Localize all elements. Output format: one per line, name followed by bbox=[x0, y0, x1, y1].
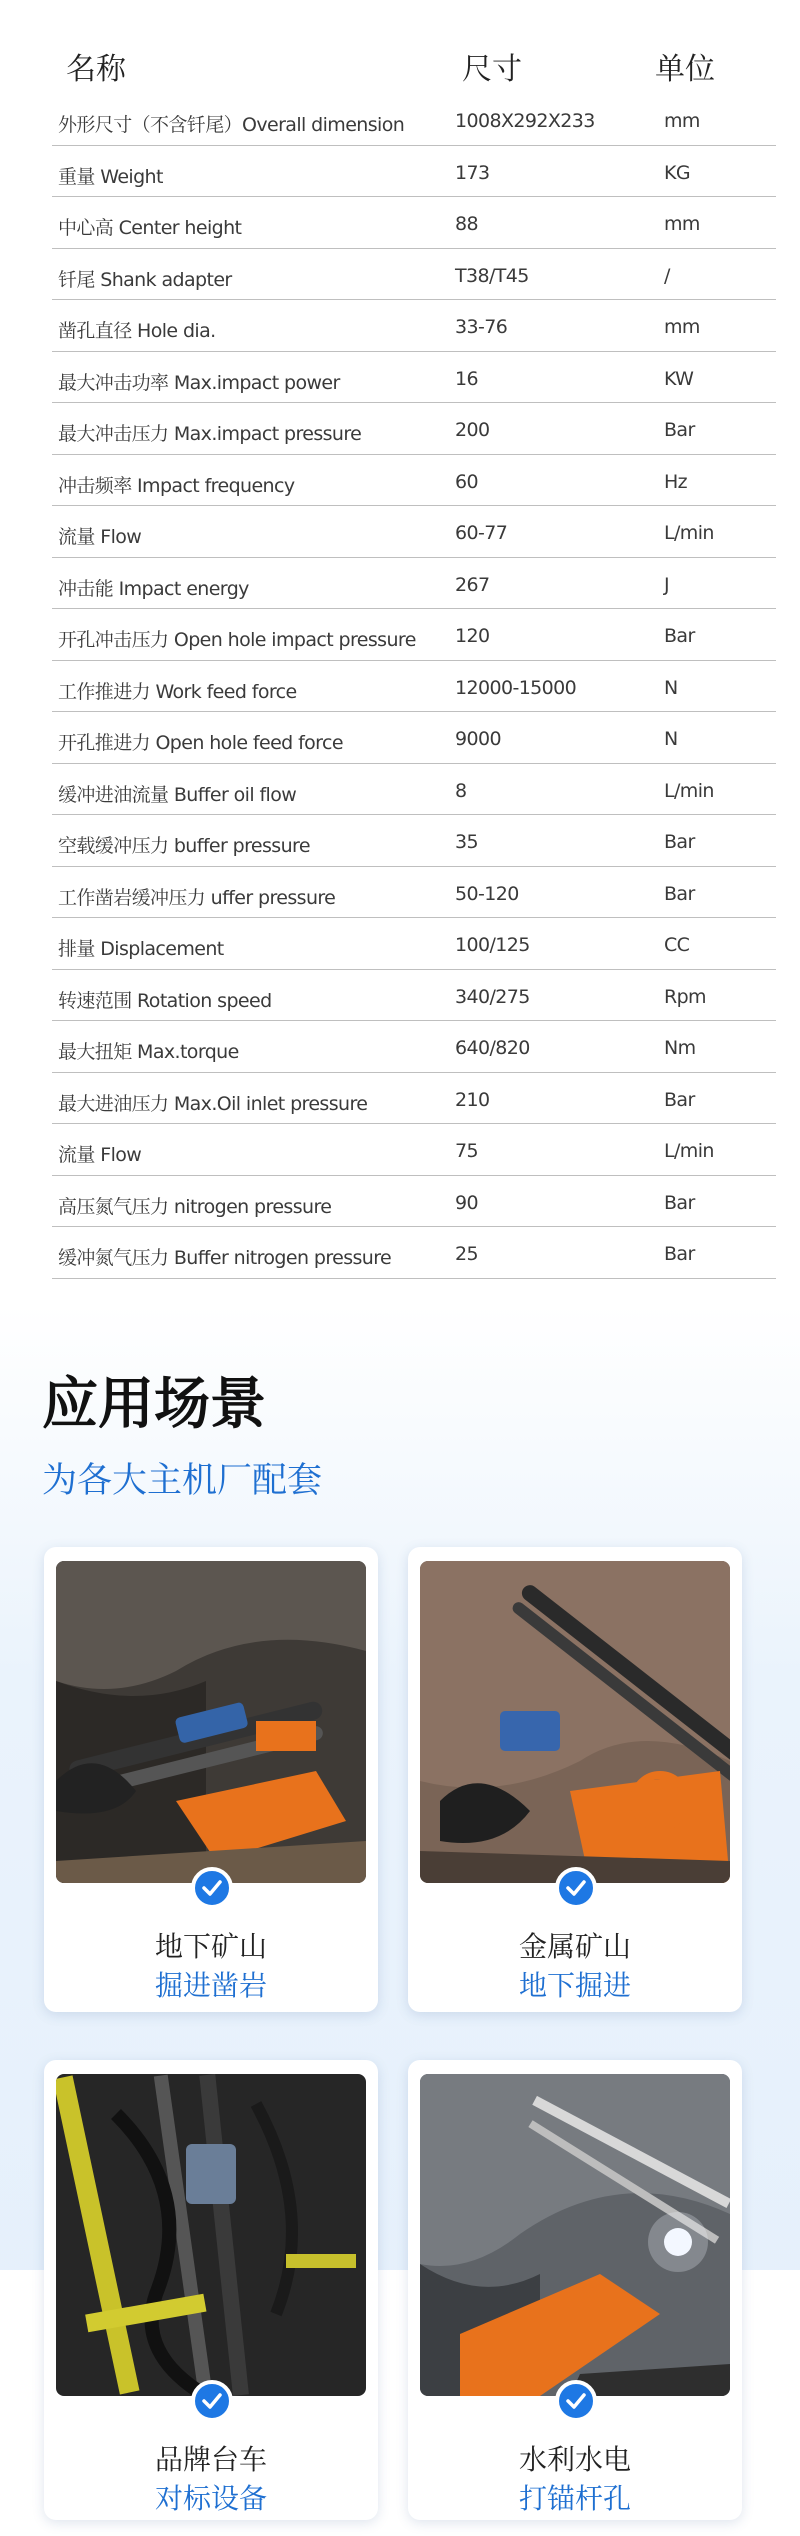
spec-size-cell: 200 bbox=[455, 419, 490, 441]
spec-unit-cell: N bbox=[664, 728, 678, 750]
spec-size-cell: 25 bbox=[455, 1243, 478, 1265]
table-row bbox=[52, 506, 776, 558]
spec-unit-cell: mm bbox=[664, 316, 700, 338]
spec-name-cell: 高压氮气压力 nitrogen pressure bbox=[58, 1195, 332, 1218]
table-row bbox=[52, 1124, 776, 1176]
table-row bbox=[52, 403, 776, 455]
table-row bbox=[52, 300, 776, 352]
spec-name-cell: 外形尺寸（不含钎尾）Overall dimension bbox=[58, 114, 405, 136]
spec-name-cell: 开孔冲击压力 Open hole impact pressure bbox=[58, 629, 416, 651]
check-circle-icon bbox=[555, 2380, 597, 2422]
spec-size-cell: 33-76 bbox=[455, 316, 508, 338]
spec-size-cell: 90 bbox=[455, 1191, 478, 1214]
spec-size-cell: 100/125 bbox=[455, 934, 530, 956]
header-size: 尺寸 bbox=[462, 52, 522, 87]
spec-name-cell: 凿孔直径 Hole dia. bbox=[58, 320, 216, 342]
scene-photo-underground-mine bbox=[56, 1561, 366, 1883]
spec-name-cell: 中心高 Center height bbox=[58, 217, 242, 239]
scene-card-hydropower bbox=[408, 2060, 742, 2520]
spec-unit-cell: L/min bbox=[664, 779, 714, 802]
spec-name-cell: 重量 Weight bbox=[58, 165, 163, 188]
table-row bbox=[52, 918, 776, 970]
spec-size-cell: 267 bbox=[455, 573, 490, 596]
scene-card-title: 金属矿山 bbox=[518, 1930, 631, 1963]
table-row bbox=[52, 455, 776, 507]
scene-photo-brand-rig bbox=[56, 2074, 366, 2396]
spec-size-cell: 75 bbox=[455, 1140, 478, 1162]
section-subtitle: 为各大主机厂配套 bbox=[42, 1461, 323, 1501]
spec-size-cell: 60-77 bbox=[455, 522, 508, 544]
scene-card-title: 品牌台车 bbox=[154, 2443, 267, 2476]
spec-unit-cell: Hz bbox=[664, 470, 688, 493]
spec-unit-cell: J bbox=[664, 573, 670, 596]
spec-unit-cell: N bbox=[664, 676, 678, 699]
spec-unit-cell: Bar bbox=[664, 882, 695, 905]
spec-unit-cell: Rpm bbox=[664, 985, 706, 1008]
scene-card-subtitle: 掘进凿岩 bbox=[154, 1969, 267, 2002]
table-row bbox=[52, 94, 776, 146]
spec-unit-cell: L/min bbox=[664, 522, 714, 544]
spec-unit-cell: / bbox=[664, 264, 670, 287]
spec-table-body bbox=[52, 94, 776, 1279]
spec-size-cell: 50-120 bbox=[455, 882, 519, 905]
spec-unit-cell: Bar bbox=[664, 419, 695, 441]
spec-unit-cell: KG bbox=[664, 161, 690, 184]
spec-name-cell: 最大冲击压力 Max.impact pressure bbox=[58, 423, 362, 445]
table-row bbox=[52, 197, 776, 249]
spec-name-cell: 冲击能 Impact energy bbox=[58, 577, 249, 600]
table-row bbox=[52, 764, 776, 816]
scene-card-subtitle: 地下掘进 bbox=[518, 1969, 631, 2002]
spec-size-cell: 1008X292X233 bbox=[455, 110, 595, 132]
scene-card-title: 水利水电 bbox=[518, 2443, 631, 2476]
spec-unit-cell: mm bbox=[664, 213, 700, 235]
spec-unit-cell: Bar bbox=[664, 625, 695, 647]
table-row bbox=[52, 661, 776, 713]
spec-size-cell: 120 bbox=[455, 625, 490, 647]
spec-name-cell: 排量 Displacement bbox=[58, 938, 224, 960]
spec-name-cell: 冲击频率 Impact frequency bbox=[58, 474, 295, 497]
spec-size-cell: 210 bbox=[455, 1088, 490, 1111]
spec-unit-cell: Bar bbox=[664, 1088, 695, 1111]
spec-size-cell: 9000 bbox=[455, 728, 501, 750]
spec-name-cell: 流量 Flow bbox=[58, 1144, 142, 1166]
spec-size-cell: 12000-15000 bbox=[455, 676, 577, 699]
table-row bbox=[52, 146, 776, 198]
spec-size-cell: 35 bbox=[455, 831, 478, 853]
scene-photo-hydropower bbox=[420, 2074, 730, 2396]
spec-name-cell: 开孔推进力 Open hole feed force bbox=[58, 732, 343, 754]
scene-card-subtitle: 打锚杆孔 bbox=[518, 2482, 631, 2515]
scene-photo-metal-mine bbox=[420, 1561, 730, 1883]
section-title: 应用场景 bbox=[42, 1372, 266, 1437]
table-row bbox=[52, 867, 776, 919]
spec-size-cell: 88 bbox=[455, 213, 478, 235]
header-name: 名称 bbox=[66, 52, 126, 87]
table-row bbox=[52, 1227, 776, 1279]
check-circle-icon bbox=[555, 1867, 597, 1909]
table-row bbox=[52, 558, 776, 610]
spec-unit-cell: Bar bbox=[664, 831, 695, 853]
table-row bbox=[52, 1073, 776, 1125]
spec-size-cell: 60 bbox=[455, 470, 478, 493]
spec-name-cell: 空载缓冲压力 buffer pressure bbox=[58, 835, 310, 857]
spec-size-cell: 16 bbox=[455, 367, 478, 390]
spec-name-cell: 最大进油压力 Max.Oil inlet pressure bbox=[58, 1092, 368, 1115]
spec-unit-cell: KW bbox=[664, 367, 694, 390]
spec-unit-cell: CC bbox=[664, 934, 690, 956]
spec-size-cell: 640/820 bbox=[455, 1037, 530, 1059]
spec-unit-cell: Bar bbox=[664, 1191, 695, 1214]
table-row bbox=[52, 970, 776, 1022]
table-row bbox=[52, 815, 776, 867]
table-row bbox=[52, 609, 776, 661]
spec-name-cell: 缓冲氮气压力 Buffer nitrogen pressure bbox=[58, 1247, 392, 1269]
table-row bbox=[52, 712, 776, 764]
spec-name-cell: 最大冲击功率 Max.impact power bbox=[58, 371, 340, 394]
spec-table-header bbox=[52, 32, 776, 94]
check-circle-icon bbox=[191, 1867, 233, 1909]
check-circle-icon bbox=[191, 2380, 233, 2422]
spec-name-cell: 工作推进力 Work feed force bbox=[58, 680, 297, 703]
scene-card-subtitle: 对标设备 bbox=[154, 2482, 267, 2515]
spec-size-cell: 340/275 bbox=[455, 985, 530, 1008]
spec-size-cell: 8 bbox=[455, 779, 467, 802]
scene-card-metal-mine bbox=[408, 1547, 742, 2012]
table-row bbox=[52, 1176, 776, 1228]
spec-unit-cell: Bar bbox=[664, 1243, 695, 1265]
spec-name-cell: 转速范围 Rotation speed bbox=[58, 989, 272, 1012]
spec-name-cell: 流量 Flow bbox=[58, 526, 142, 548]
spec-size-cell: 173 bbox=[455, 161, 490, 184]
spec-unit-cell: L/min bbox=[664, 1140, 714, 1162]
spec-unit-cell: Nm bbox=[664, 1037, 696, 1059]
table-row bbox=[52, 1021, 776, 1073]
spec-name-cell: 缓冲进油流量 Buffer oil flow bbox=[58, 783, 297, 806]
table-row bbox=[52, 352, 776, 404]
scene-card-underground-mine bbox=[44, 1547, 378, 2012]
table-row bbox=[52, 249, 776, 301]
spec-unit-cell: mm bbox=[664, 110, 700, 132]
scene-card-title: 地下矿山 bbox=[154, 1930, 267, 1963]
spec-size-cell: T38/T45 bbox=[455, 264, 529, 287]
spec-name-cell: 钎尾 Shank adapter bbox=[58, 268, 232, 291]
scene-card-brand-rig bbox=[44, 2060, 378, 2520]
spec-table bbox=[52, 32, 776, 1279]
spec-name-cell: 工作凿岩缓冲压力 uffer pressure bbox=[58, 886, 336, 909]
spec-name-cell: 最大扭矩 Max.torque bbox=[58, 1041, 239, 1063]
header-unit: 单位 bbox=[655, 52, 715, 87]
